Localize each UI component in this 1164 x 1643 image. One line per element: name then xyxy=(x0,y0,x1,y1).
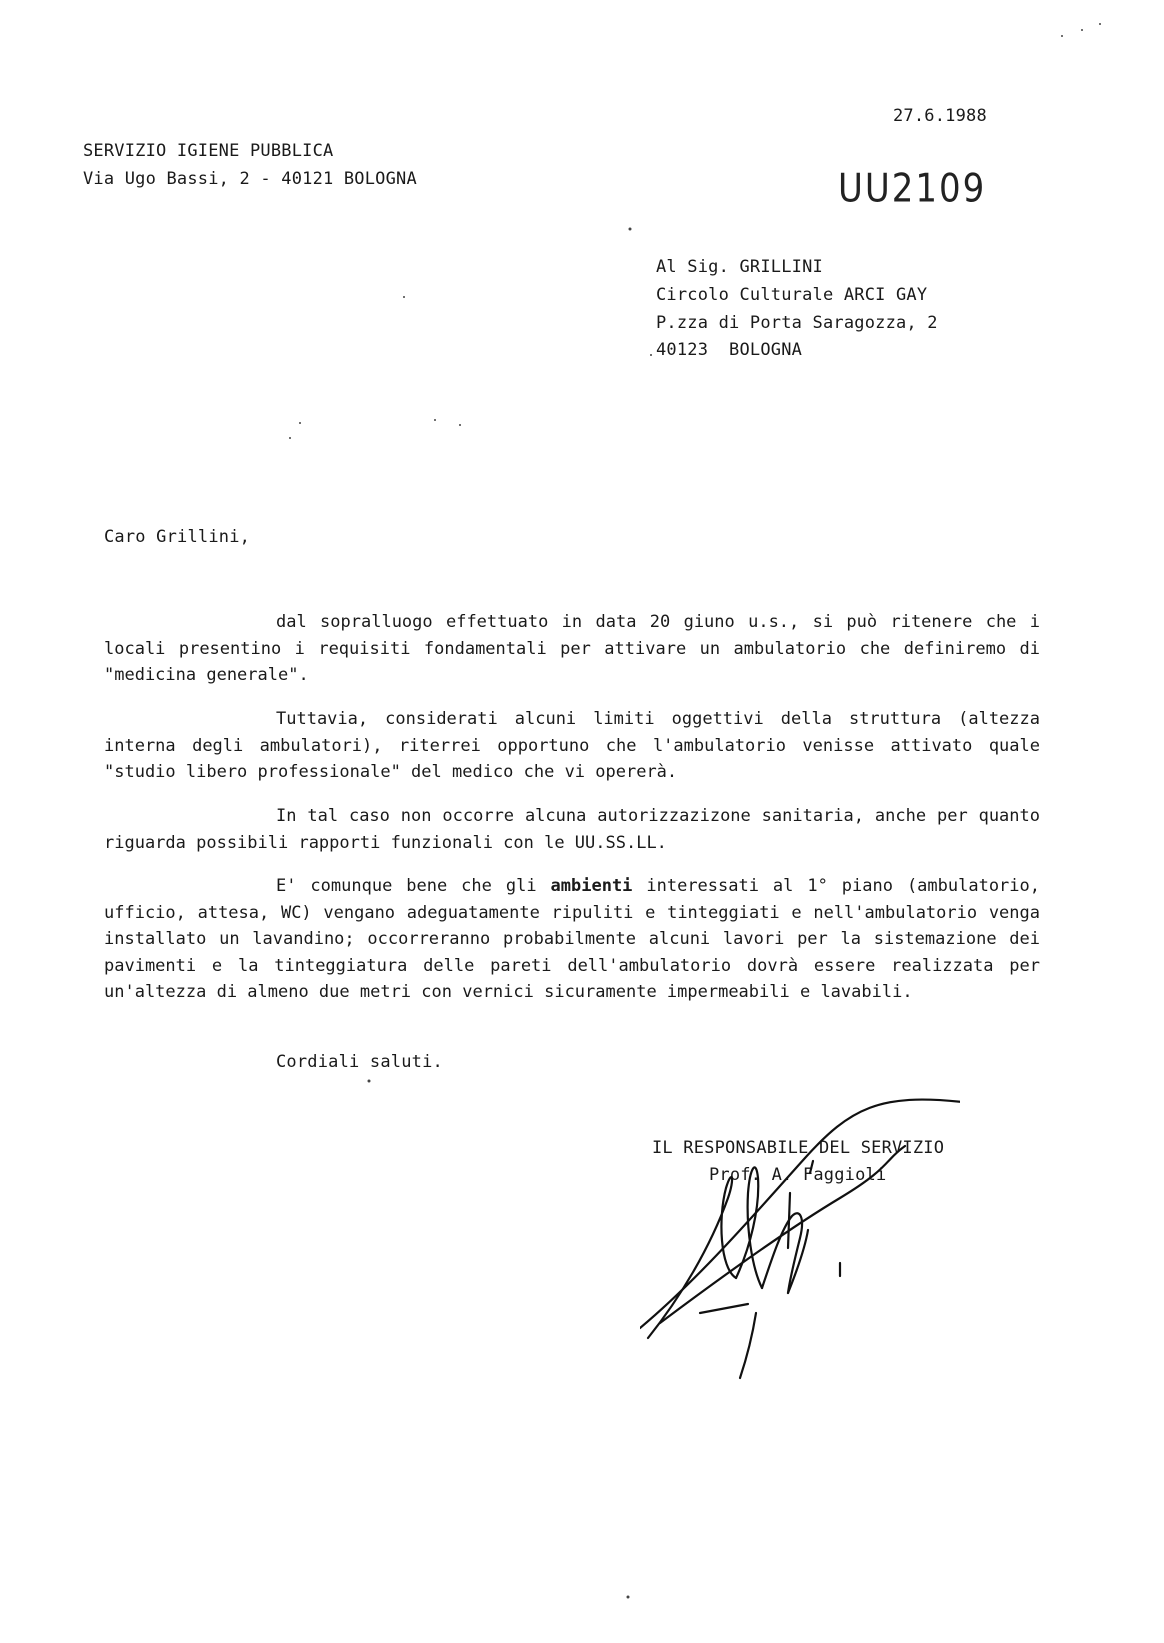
body-paragraph-2 xyxy=(104,706,1040,786)
body-paragraph-3 xyxy=(104,803,1040,856)
recipient-city: 40123 BOLOGNA xyxy=(656,340,803,360)
paragraph-4-text-end: interessati al 1° piano (ambulatorio, ufficio, attesa, WC) vengano adeguatamente ripuliti e tinteggiati e nell'ambulatorio venga installato un lavandino; occorreranno probabilmente alcuni lavori per la sistemazione dei pavimenti e la tinteggiatura delle pareti dell'ambulatorio dovrà essere realizzata per un'altezza di almeno due metri con vernici sicuramente impermeabili e lavabili. xyxy=(104,876,1040,1002)
sender-office: SERVIZIO IGIENE PUBBLICA xyxy=(83,141,334,161)
recipient-street: P.zza di Porta Saragozza, 2 xyxy=(656,313,938,333)
paragraph-4-bold-word: ambienti xyxy=(550,876,633,896)
closing-greeting: Cordiali saluti. xyxy=(276,1052,443,1072)
protocol-number-stamp: UU2109 xyxy=(838,166,987,212)
paragraph-1-text: dal sopralluogo effettuato in data 20 giuno u.s., si può ritenere che i locali presentino i requisiti fondamentali per attivare un ambulatorio che definiremo di "medicina generale". xyxy=(104,612,1040,685)
sender-address: Via Ugo Bassi, 2 - 40121 BOLOGNA xyxy=(83,169,417,189)
body-paragraph-4 xyxy=(104,873,1040,1006)
handwritten-signature xyxy=(640,1098,960,1428)
recipient-name: Al Sig. GRILLINI xyxy=(656,257,823,277)
signatory-role: IL RESPONSABILE DEL SERVIZIO xyxy=(652,1138,945,1158)
signatory-name: Prof. A. Faggioli xyxy=(709,1165,887,1185)
salutation: Caro Grillini, xyxy=(104,527,251,547)
recipient-organization: Circolo Culturale ARCI GAY xyxy=(656,285,928,305)
paragraph-3-text: In tal caso non occorre alcuna autorizzazizone sanitaria, anche per quanto riguarda possibili rapporti funzionali con le UU.SS.LL. xyxy=(104,806,1040,853)
paragraph-2-text: Tuttavia, considerati alcuni limiti oggettivi della struttura (altezza interna degli ambulatori), riterrei opportuno che l'ambulatorio venisse attivato quale "studio libero professionale" del medico che vi opererà. xyxy=(104,709,1040,782)
body-paragraph-1 xyxy=(104,609,1040,689)
paragraph-4-text-start: E' comunque bene che gli xyxy=(276,876,551,896)
letter-date: 27.6.1988 xyxy=(893,106,987,126)
